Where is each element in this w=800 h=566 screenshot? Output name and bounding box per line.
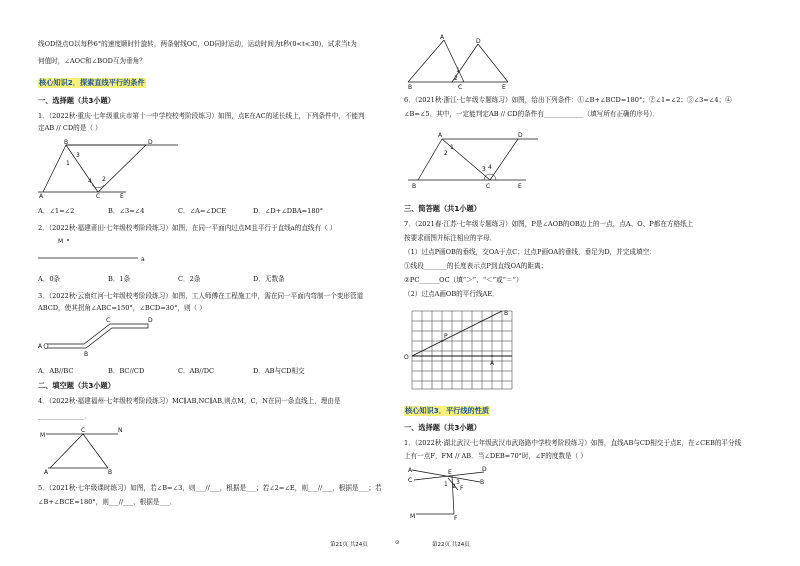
figure-q6-top <box>408 36 518 90</box>
question-3: 3．（2022秋·云南红河·七年级校考阶段练习）如图，工人师傅在工程施工中，需在同一平面内弯制一个变形管道 <box>38 292 364 300</box>
question-5-b: ∠B+∠BCE=180°，则___//___，根据是___． <box>38 498 176 506</box>
footer-left-page: 第21页 共24页 <box>330 542 368 548</box>
question-1-b: 定AB // CD的是（ ） <box>38 124 102 132</box>
svg-text:F: F <box>454 515 458 522</box>
figure-q1 <box>38 137 188 200</box>
svg-text:B: B <box>504 310 509 317</box>
q3-option-b: B．BC//CD <box>108 367 145 375</box>
svg-text:3: 3 <box>76 152 80 159</box>
svg-text:E: E <box>448 469 452 476</box>
svg-text:1: 1 <box>444 481 448 488</box>
question-2: 2．（2022秋·福建莆田·七年级校考阶段练习）如图，在同一平面内过点M且平行于直线a的直线有（ ） <box>38 224 337 232</box>
svg-text:P: P <box>444 333 448 340</box>
svg-text:D: D <box>518 132 523 139</box>
q2-option-b: B．1条 <box>108 275 131 283</box>
svg-text:F: F <box>460 485 464 492</box>
question-6-b: ∠B=∠5．其中，一定能判定AB // CD的条件有____________（填写所有正确的序号）． <box>404 110 660 118</box>
question-3-b: ABCD，使其拐角∠ABC=150°，∠BCD=30°，则（ ） <box>38 304 206 312</box>
svg-text:B: B <box>84 351 89 358</box>
svg-text:D: D <box>476 38 481 45</box>
svg-text:C: C <box>81 427 86 434</box>
intro-line-1: 线OD绕点O以每秒6°的速度顺时针旋转，两条射线OC，OD同时运动，运动时间为t秒(0<t<30)，试求当t为 <box>38 40 357 48</box>
svg-text:B: B <box>412 183 417 190</box>
svg-text:4: 4 <box>88 178 92 185</box>
svg-text:B: B <box>64 139 69 146</box>
q1-option-d: D．∠D+∠DBA=180° <box>253 207 324 215</box>
figure-q3 <box>38 318 158 358</box>
question-7-f: （2）过点A画OB的平行线AE． <box>404 290 499 298</box>
svg-text:O: O <box>404 354 409 361</box>
intro-line-2: 何值时，∠AOC和∠BOD互为垂角？ <box>38 57 146 65</box>
svg-text:D: D <box>148 317 153 324</box>
question-7-d: ①线段_______的长度表示点P到直线OA的距离； <box>404 262 548 270</box>
q2-option-d: D．无数条 <box>253 275 285 283</box>
svg-text:A: A <box>490 360 495 367</box>
figure-q8 <box>408 466 488 522</box>
svg-text:A: A <box>38 343 43 350</box>
svg-text:M: M <box>410 513 416 520</box>
question-7-c: （1）过点P画OB的垂线，交OA于点C；过点P画OA的垂线，垂足为D，并完成填空： <box>404 248 656 256</box>
figure-q4 <box>38 424 138 474</box>
q3-option-c: C．AB//DC <box>178 367 215 375</box>
question-8: 1．（2022秋·湖北武汉·七年级武汉市武珞路中学校考阶段练习）如图，直线AB与CD相交于点E，在∠CEB的平分线 <box>404 439 742 447</box>
figure-q7-grid <box>404 309 524 391</box>
svg-text:B: B <box>408 84 413 91</box>
svg-text:N: N <box>118 427 123 434</box>
svg-text:C: C <box>106 317 111 324</box>
question-6: 6．（2021秋·浙江·七年级专题练习）如图，给出下列条件：①∠B+∠BCD=180°；②∠1=∠2；③∠3=∠4；④ <box>404 96 732 104</box>
figure-q2 <box>38 235 158 263</box>
svg-text:2: 2 <box>102 176 106 183</box>
question-4: 4．（2022秋·福建福州·七年级校考阶段练习）MC∥AB,NC∥AB,则点M，C，N在同一条直线上，理由是 <box>38 397 341 405</box>
svg-text:A: A <box>440 34 445 41</box>
heading-fill-2: 二、填空题（共3小题） <box>38 381 115 390</box>
svg-text:3: 3 <box>456 479 460 486</box>
svg-text:1: 1 <box>456 67 460 74</box>
question-7-b: 按要求画图并标注相应的字母． <box>404 234 497 242</box>
q2-option-c: C．2条 <box>178 275 201 283</box>
question-7-e: ②PC______OC（填“＞”、“＜”或“＝”） <box>404 276 523 284</box>
svg-text:M: M <box>58 238 64 245</box>
svg-text:B: B <box>108 469 113 476</box>
q3-option-a: A．AB//BC <box>38 367 74 375</box>
svg-text:C: C <box>486 183 491 190</box>
svg-text:C: C <box>458 84 463 91</box>
svg-text:E: E <box>120 193 124 200</box>
q1-option-a: A．∠1=∠2 <box>38 207 75 215</box>
svg-text:E: E <box>502 84 506 91</box>
svg-text:A: A <box>438 132 443 139</box>
svg-text:A: A <box>39 193 44 200</box>
svg-text:D: D <box>148 139 153 146</box>
svg-text:A: A <box>44 469 49 476</box>
heading-choice-4: 一、选择题（共3小题） <box>404 423 481 432</box>
svg-text:a: a <box>141 256 145 263</box>
svg-text:B: B <box>480 479 485 486</box>
svg-text:E: E <box>518 183 522 190</box>
footer-right-page: 第22页 共24页 <box>432 542 470 548</box>
question-4-b: ______________． <box>38 412 91 420</box>
heading-answer-3: 三、简答题（共1小题） <box>404 204 481 213</box>
svg-text:M: M <box>40 432 46 439</box>
q1-option-c: C．∠A=∠DCE <box>178 207 227 215</box>
svg-text:2: 2 <box>444 150 448 157</box>
svg-text:1: 1 <box>66 160 70 167</box>
svg-text:2: 2 <box>452 483 456 490</box>
q1-option-b: B．∠3=∠4 <box>108 207 145 215</box>
section-title-3: 核心知识3．平行线的性质 <box>405 406 490 415</box>
question-8-b: 上有一点F，FM // AB．当∠DEB=70°时，∠F的度数是（ ） <box>404 452 587 460</box>
svg-text:C: C <box>96 193 101 200</box>
question-7: 7．（2021春·江苏·七年级专题练习）如图，P是∠AOB的OB边上的一点，点A、O、P都在方格纸上 <box>404 220 694 228</box>
svg-text:4: 4 <box>488 164 492 171</box>
q2-option-a: A．0条 <box>38 275 61 283</box>
question-5: 5．（2021秋·七年级课时练习）如图，若∠B=∠3，则___//___，根据是___；若∠2=∠E，则___//___，根据是___；若 <box>38 484 382 492</box>
section-title-2: 核心知识2．探索直线平行的条件 <box>39 78 145 87</box>
svg-text:1: 1 <box>450 144 454 151</box>
svg-text:D: D <box>482 466 487 473</box>
svg-text:C: C <box>408 477 413 484</box>
question-1: 1．（2022秋·重庆·七年级重庆市第十一中学校校考阶段练习）如图，点E在AC的延长线上，下列条件中，不能判 <box>38 112 365 120</box>
svg-text:2: 2 <box>454 75 458 82</box>
figure-q6 <box>408 125 538 193</box>
q3-option-d: D．AB与CD相交 <box>253 367 305 375</box>
footer-center-mark: ⊙ <box>395 540 400 546</box>
heading-choice-1: 一、选择题（共3小题） <box>38 96 115 105</box>
svg-text:A: A <box>408 467 413 474</box>
svg-text:3: 3 <box>482 166 486 173</box>
